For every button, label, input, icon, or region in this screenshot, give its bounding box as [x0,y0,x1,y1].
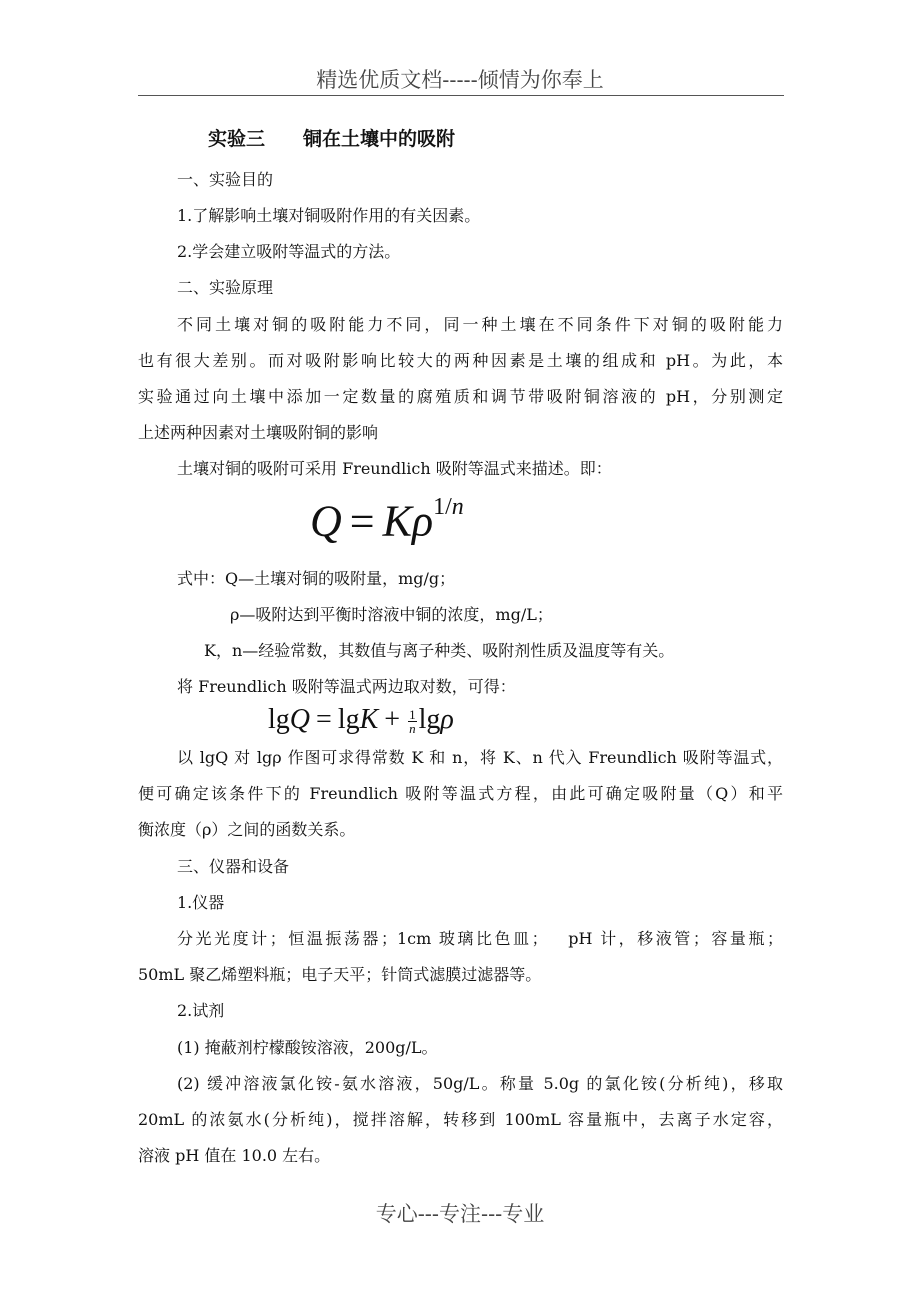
definition-rho: ρ—吸附达到平衡时溶液中铜的浓度，mg/L； [230,605,553,624]
title-text: 铜在土壤中的吸附 [303,128,456,150]
principle-paragraph-line: 不同土壤对铜的吸附能力不同，同一种土壤在不同条件下对铜的吸附能力 [177,315,783,334]
log-freundlich-equation: lgQ = lgK + $\frac{1}{n}$ lgρ [268,704,454,737]
title-experiment-number: 实验三 [208,128,266,150]
definition-q: 式中：Q—土壤对铜的吸附量，mg/g； [177,569,456,588]
header-rule [138,95,784,96]
freundlich-equation: $Q = K\rho^{1/n}$ [310,494,464,546]
instruments-line: 分光光度计；恒温振荡器；1cm 玻璃比色皿； pH 计，移液管；容量瓶； [177,929,783,948]
plot-method-line: 衡浓度（ρ）之间的函数关系。 [138,820,356,839]
section-heading-purpose: 一、实验目的 [177,170,274,189]
reagent-item: (1) 掩蔽剂柠檬酸铵溶液，200g/L。 [177,1038,438,1057]
section-heading-equipment: 三、仪器和设备 [177,857,290,876]
page-header: 精选优质文档-----倾情为你奉上 [316,68,604,92]
section-heading-principle: 二、实验原理 [177,278,274,297]
definition-k-n: K，n—经验常数，其数值与离子种类、吸附剂性质及温度等有关。 [204,641,675,660]
document-title [208,124,455,151]
principle-paragraph-line: 上述两种因素对土壤吸附铜的影响 [138,423,379,442]
page-footer: 专心---专注---专业 [375,1202,545,1226]
principle-paragraph-line: 也有很大差别。而对吸附影响比较大的两种因素是土壤的组成和 pH。为此，本 [138,351,783,370]
subheading-instruments: 1.仪器 [177,893,225,912]
purpose-item: 1.了解影响土壤对铜吸附作用的有关因素。 [177,206,481,225]
reagent-item-line: 20mL 的浓氨水(分析纯)，搅拌溶解，转移到 100mL 容量瓶中，去离子水定容， [138,1110,783,1129]
freundlich-intro: 土壤对铜的吸附可采用 Freundlich 吸附等温式来描述。即： [177,459,612,478]
plot-method-line: 以 lgQ 对 lgρ 作图可求得常数 K 和 n，将 K、n 代入 Freundlich 吸附等温式， [177,748,783,767]
subheading-reagents: 2.试剂 [177,1001,225,1020]
plot-method-line: 便可确定该条件下的 Freundlich 吸附等温式方程，由此可确定吸附量（Q）和平 [138,784,783,803]
reagent-item-line: (2) 缓冲溶液氯化铵-氨水溶液，50g/L。称量 5.0g 的氯化铵(分析纯)，移取 [177,1074,783,1093]
purpose-item: 2.学会建立吸附等温式的方法。 [177,242,401,261]
instruments-line: 50mL 聚乙烯塑料瓶；电子天平；针筒式滤膜过滤器等。 [138,965,542,984]
principle-paragraph-line: 实验通过向土壤中添加一定数量的腐殖质和调节带吸附铜溶液的 pH，分别测定 [138,387,783,406]
log-transform-intro: 将 Freundlich 吸附等温式两边取对数，可得： [177,677,516,696]
reagent-item-line: 溶液 pH 值在 10.0 左右。 [138,1146,331,1165]
